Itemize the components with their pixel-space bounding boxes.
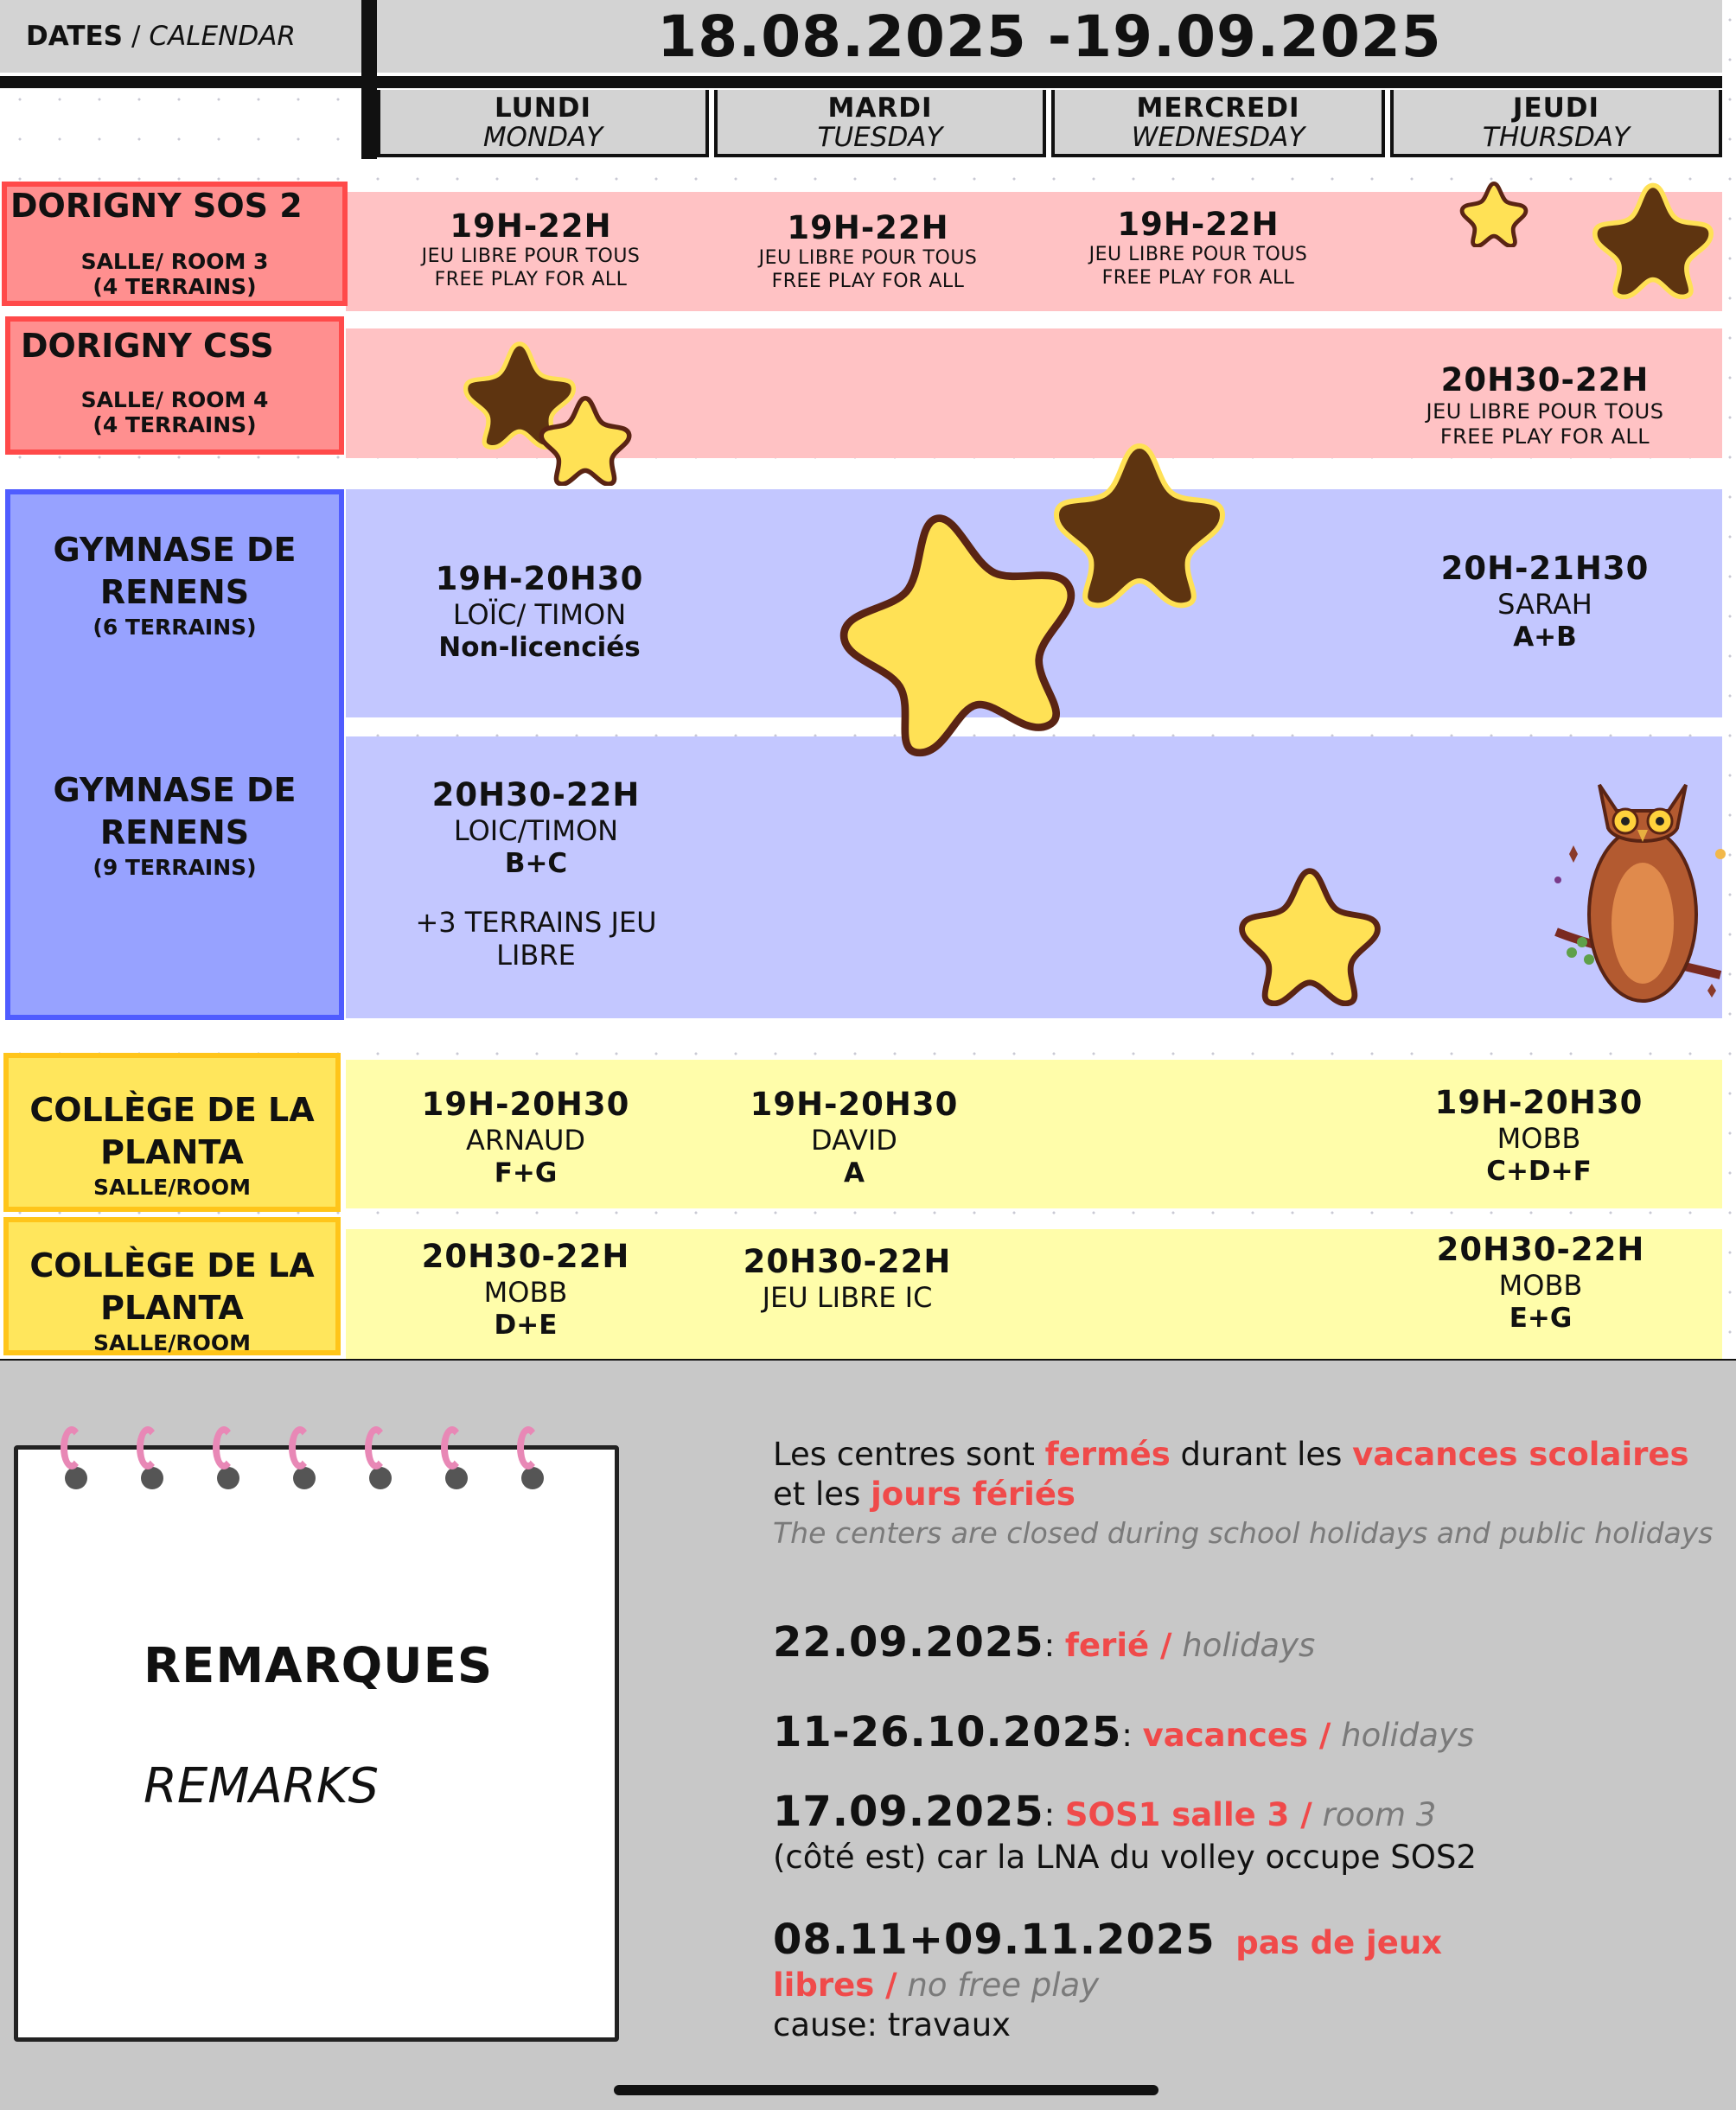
- small-yellow-star-icon: [1459, 178, 1529, 247]
- remark-fr: vacances /: [1142, 1717, 1331, 1754]
- slot-text-fr: JEU LIBRE POUR TOUS: [758, 247, 978, 270]
- slot-coach: SARAH: [1497, 588, 1592, 622]
- slot-group: C+D+F: [1486, 1155, 1592, 1187]
- remark-note: (côté est) car la LNA du volley occupe SOS2: [773, 1839, 1477, 1876]
- venue-renens: [5, 489, 344, 1020]
- slot-time: 19H-22H: [1117, 206, 1280, 243]
- notepad-hole: [293, 1467, 316, 1489]
- slot-coach: LOÏC/ TIMON: [452, 598, 627, 632]
- slot-coach: DAVID: [811, 1124, 897, 1157]
- remark-en: room 3: [1322, 1796, 1437, 1833]
- day-en: TUESDAY: [817, 122, 943, 154]
- date-range-title: 18.08.2025 -19.09.2025: [377, 0, 1722, 73]
- remark-date: 17.09.2025: [773, 1788, 1044, 1836]
- remark-item: 17.09.2025: SOS1 salle 3 / room 3 (côté est) car la LNA du volley occupe SOS2: [773, 1786, 1715, 1877]
- slot-time: 19H-22H: [450, 207, 612, 245]
- remark-en: holidays: [1341, 1717, 1475, 1754]
- slot-planta1-monday: [372, 1086, 680, 1189]
- dates-label: DATES: [26, 21, 123, 52]
- slot-planta1-thursday: [1385, 1084, 1693, 1188]
- notepad-hole: [65, 1467, 87, 1489]
- home-indicator[interactable]: [614, 2085, 1158, 2095]
- day-header-monday: [377, 90, 709, 157]
- slot-text-en: FREE PLAY FOR ALL: [1439, 424, 1650, 449]
- notepad-hole: [141, 1467, 163, 1489]
- day-fr: MARDI: [827, 92, 933, 124]
- notepad-hole: [217, 1467, 239, 1489]
- slot-sos2-monday: [377, 207, 685, 291]
- slot-extra: +3 TERRAINS JEU LIBRE: [415, 905, 657, 972]
- slot-group: B+C: [504, 847, 568, 879]
- spiral-ring-icon: [289, 1426, 311, 1469]
- slot-time: 19H-20H30: [750, 1086, 959, 1123]
- slot-time: 20H30-22H: [421, 1238, 630, 1275]
- closure-highlight: fermés: [1044, 1436, 1171, 1473]
- venue-name: GYMNASE DE RENENS: [53, 770, 297, 852]
- venue-dorigny-sos2: [2, 182, 348, 306]
- header-rule: [0, 76, 1722, 88]
- remarks-subtitle: REMARKS: [144, 1758, 380, 1814]
- venue-courts: (4 TERRAINS): [93, 412, 257, 437]
- slot-group: Non-licenciés: [438, 631, 641, 663]
- venue-planta-1: [3, 1053, 341, 1212]
- slot-group: A+B: [1513, 621, 1577, 653]
- slot-time: 19H-20H30: [421, 1086, 630, 1123]
- closure-text: durant les: [1170, 1436, 1353, 1473]
- day-fr: LUNDI: [494, 92, 592, 124]
- day-fr: JEUDI: [1512, 92, 1600, 124]
- remark-date: 11-26.10.2025: [773, 1708, 1122, 1756]
- spiral-ring-icon: [61, 1426, 83, 1469]
- day-header-wednesday: [1051, 90, 1385, 157]
- yellow-star-icon: [1236, 859, 1383, 1006]
- remark-date: 08.11+09.11.2025: [773, 1916, 1216, 1964]
- venue-planta-2: [3, 1217, 341, 1355]
- closure-highlight: vacances scolaires: [1352, 1436, 1689, 1473]
- spiral-ring-icon: [441, 1426, 463, 1469]
- slot-coach: JEU LIBRE IC: [762, 1281, 933, 1315]
- day-header-tuesday: [714, 90, 1046, 157]
- slot-time: 20H-21H30: [1440, 550, 1650, 587]
- spiral-ring-icon: [137, 1426, 159, 1469]
- slot-planta1-tuesday: [700, 1086, 1008, 1189]
- slot-text-fr: JEU LIBRE POUR TOUS: [1088, 244, 1308, 266]
- slot-planta2-tuesday: [693, 1243, 1001, 1315]
- venue-room: SALLE/ROOM: [93, 1174, 252, 1200]
- venue-name: DORIGNY SOS 2: [10, 187, 303, 225]
- remarks-title: REMARQUES: [144, 1638, 494, 1694]
- closure-notice: [773, 1435, 1715, 1552]
- notepad: [14, 1445, 619, 2042]
- calendar-label: CALENDAR: [149, 21, 296, 52]
- spiral-ring-icon: [213, 1426, 235, 1469]
- slot-renens6-monday: [384, 560, 695, 664]
- slot-planta2-monday: [372, 1238, 680, 1342]
- remark-note: cause: travaux: [773, 2006, 1012, 2044]
- closure-highlight: jours fériés: [871, 1476, 1075, 1514]
- slot-group: F+G: [494, 1157, 558, 1189]
- slot-coach: MOBB: [483, 1276, 568, 1310]
- slot-renens6-thursday: [1392, 550, 1698, 653]
- slot-group: E+G: [1509, 1302, 1573, 1334]
- slot-renens9-monday: [380, 776, 692, 972]
- slot-time: 19H-20H30: [435, 560, 644, 597]
- slot-group: A: [844, 1157, 865, 1189]
- venue-courts: (9 TERRAINS): [93, 854, 257, 880]
- owl-icon: [1548, 768, 1733, 1018]
- day-en: THURSDAY: [1482, 122, 1631, 154]
- small-yellow-star-icon: [538, 391, 633, 486]
- closure-text-en: The centers are closed during school holidays and public holidays: [773, 1515, 1714, 1550]
- slot-coach: LOIC/TIMON: [453, 814, 619, 848]
- day-header-thursday: [1390, 90, 1722, 157]
- notepad-hole: [521, 1467, 544, 1489]
- spiral-ring-icon: [365, 1426, 387, 1469]
- venue-room: SALLE/ROOM: [93, 1329, 252, 1355]
- remark-en: no free play: [907, 1967, 1100, 2004]
- slot-coach: MOBB: [1498, 1269, 1583, 1303]
- brown-star-icon: [1592, 178, 1714, 299]
- slot-text-en: FREE PLAY FOR ALL: [771, 270, 965, 292]
- slot-sos2-tuesday: [714, 209, 1022, 293]
- venue-name: GYMNASE DE RENENS: [53, 531, 297, 612]
- venue-dorigny-css: [5, 316, 344, 455]
- brown-star-icon: [1053, 436, 1226, 609]
- venue-courts: (4 TERRAINS): [93, 274, 257, 299]
- venue-name: COLLÈGE DE LA PLANTA: [29, 1246, 315, 1328]
- slot-text-en: FREE PLAY FOR ALL: [434, 268, 628, 290]
- remark-item: [773, 1914, 1465, 2046]
- slot-planta2-thursday: [1387, 1231, 1695, 1335]
- day-en: WEDNESDAY: [1131, 122, 1305, 154]
- slot-group: D+E: [494, 1309, 558, 1341]
- venue-room: SALLE/ ROOM 3: [80, 249, 269, 274]
- slot-time: 20H30-22H: [1436, 1231, 1645, 1268]
- slot-text-en: FREE PLAY FOR ALL: [1101, 266, 1295, 289]
- day-en: MONDAY: [482, 122, 603, 154]
- remark-fr: pas de jeux libres /: [773, 1924, 1443, 2004]
- slot-time: 19H-22H: [787, 209, 949, 246]
- remark-en: holidays: [1182, 1627, 1316, 1664]
- slot-coach: MOBB: [1497, 1122, 1581, 1156]
- remark-fr: SOS1 salle 3 /: [1064, 1796, 1312, 1833]
- slot-time: 20H30-22H: [1440, 361, 1650, 398]
- spiral-ring-icon: [517, 1426, 539, 1469]
- venue-room: SALLE/ ROOM 4: [80, 387, 269, 412]
- venue-courts: (6 TERRAINS): [93, 614, 257, 640]
- notepad-hole: [445, 1467, 468, 1489]
- slot-time: 20H30-22H: [431, 776, 641, 813]
- day-fr: MERCREDI: [1136, 92, 1300, 124]
- slot-time: 20H30-22H: [743, 1243, 952, 1280]
- slot-coach: ARNAUD: [465, 1124, 585, 1157]
- remark-item: 22.09.2025: ferié / holidays: [773, 1618, 1316, 1667]
- remark-item: 11-26.10.2025: vacances / holidays: [773, 1708, 1475, 1756]
- remark-date: 22.09.2025: [773, 1618, 1044, 1667]
- closure-text: Les centres sont: [773, 1436, 1045, 1473]
- slot-time: 19H-20H30: [1434, 1084, 1643, 1121]
- slot-text-fr: JEU LIBRE POUR TOUS: [1426, 399, 1664, 424]
- remark-fr: ferié /: [1064, 1627, 1172, 1664]
- dates-header-cell: DATES / CALENDAR: [0, 0, 361, 73]
- notepad-hole: [369, 1467, 392, 1489]
- venue-name: COLLÈGE DE LA PLANTA: [29, 1091, 315, 1172]
- slot-css-thursday: [1392, 361, 1698, 449]
- closure-text: et les: [773, 1476, 871, 1514]
- venue-name: DORIGNY CSS: [21, 327, 274, 365]
- slot-sos2-wednesday: [1044, 206, 1352, 290]
- slot-text-fr: JEU LIBRE POUR TOUS: [421, 245, 641, 268]
